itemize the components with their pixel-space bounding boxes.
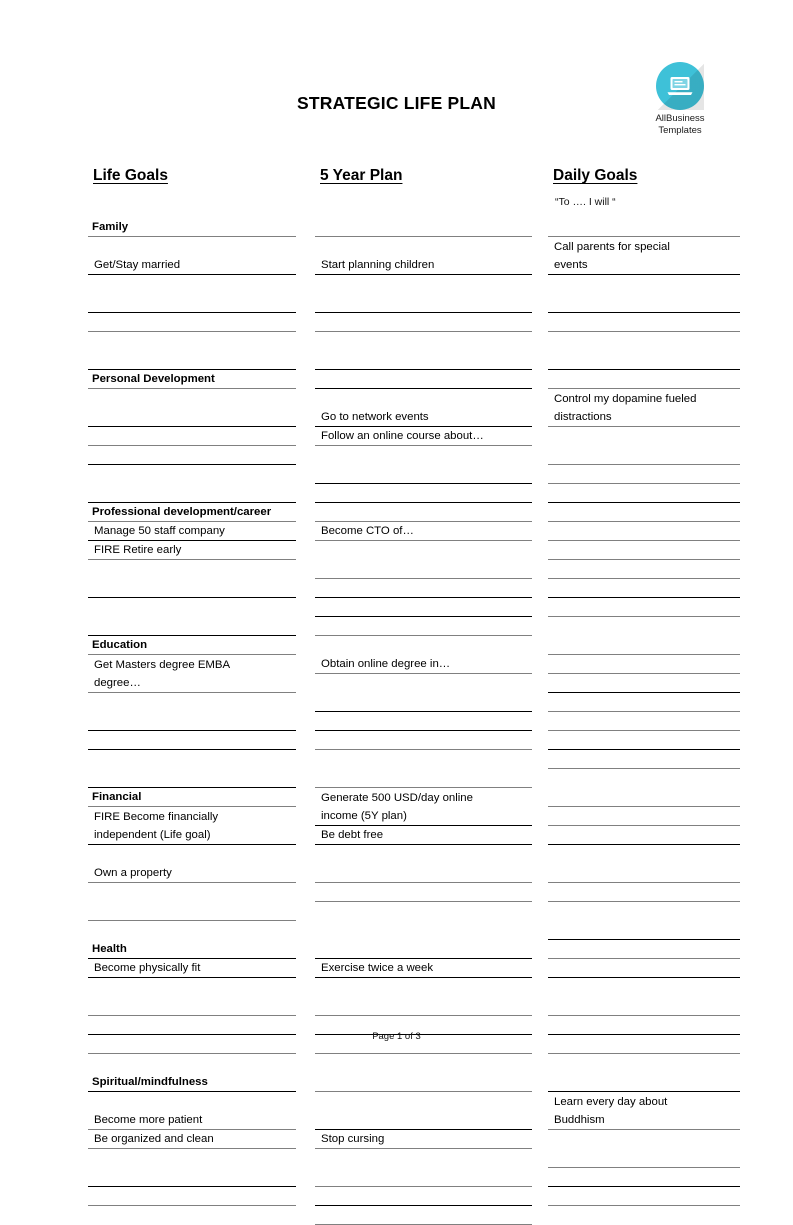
entry-text: Go to network events — [321, 411, 429, 423]
entry-row[interactable] — [88, 427, 296, 446]
entry-row[interactable] — [315, 560, 532, 579]
entry-row[interactable] — [548, 769, 740, 788]
entry-row[interactable] — [315, 1168, 532, 1187]
entry-row[interactable] — [88, 674, 296, 693]
entry-row[interactable] — [315, 959, 532, 978]
entry-row[interactable] — [88, 332, 296, 351]
entry-row[interactable] — [88, 1168, 296, 1187]
entry-row[interactable] — [548, 807, 740, 826]
entry-text: independent (Life goal) — [94, 829, 211, 841]
entry-row[interactable] — [548, 750, 740, 769]
column-heading-life-goals: Life Goals — [93, 167, 168, 184]
entry-row[interactable] — [88, 750, 296, 769]
entry-row[interactable] — [88, 864, 296, 883]
entry-row[interactable] — [88, 294, 296, 313]
entry-row[interactable] — [548, 636, 740, 655]
entry-row[interactable] — [548, 826, 740, 845]
entry-row[interactable] — [315, 294, 532, 313]
category-label: Professional development/career — [92, 506, 272, 518]
entry-text: Follow an online course about… — [321, 430, 484, 442]
entry-row[interactable] — [315, 921, 532, 940]
entry-row[interactable] — [88, 693, 296, 712]
entry-row[interactable] — [548, 1130, 740, 1149]
entry-row[interactable] — [315, 731, 532, 750]
entry-row[interactable] — [315, 1073, 532, 1092]
entry-row[interactable] — [548, 237, 740, 256]
category-label: Spiritual/mindfulness — [92, 1076, 208, 1088]
entry-row[interactable] — [88, 1187, 296, 1206]
entry-row[interactable] — [88, 579, 296, 598]
entry-row[interactable] — [548, 446, 740, 465]
entry-row[interactable] — [315, 522, 532, 541]
entry-text: Call parents for special — [554, 241, 670, 253]
entry-row[interactable] — [88, 1111, 296, 1130]
entry-row[interactable] — [315, 845, 532, 864]
entry-text: FIRE Become financially — [94, 811, 219, 823]
entry-row[interactable] — [88, 617, 296, 636]
entry-text: income (5Y plan) — [321, 810, 407, 822]
entry-row[interactable] — [88, 921, 296, 940]
category-label: Personal Development — [92, 373, 215, 385]
entry-row[interactable] — [548, 598, 740, 617]
entry-row[interactable] — [548, 427, 740, 446]
entry-text: Become CTO of… — [321, 525, 414, 537]
entry-text: Be debt free — [321, 829, 384, 841]
entry-row[interactable] — [315, 883, 532, 902]
category-header-row — [88, 370, 296, 389]
entry-row[interactable] — [88, 465, 296, 484]
entry-row[interactable] — [548, 313, 740, 332]
entry-row[interactable] — [88, 959, 296, 978]
column-life-goals — [88, 218, 296, 1206]
entry-text: Exercise twice a week — [321, 962, 434, 974]
entry-text: Get Masters degree EMBA — [94, 659, 231, 671]
entry-row[interactable] — [315, 1206, 532, 1225]
entry-text: Stop cursing — [321, 1133, 385, 1145]
entry-row[interactable] — [315, 598, 532, 617]
entry-row[interactable] — [315, 1130, 532, 1149]
brand-name-line2: Templates — [658, 124, 702, 136]
entry-row[interactable] — [548, 389, 740, 408]
entry-row[interactable] — [315, 807, 532, 826]
brand-logo — [648, 62, 712, 136]
entry-row[interactable] — [315, 256, 532, 275]
entry-row[interactable] — [88, 522, 296, 541]
entry-row[interactable] — [315, 313, 532, 332]
entry-text: distractions — [554, 411, 612, 423]
category-label: Family — [92, 221, 129, 233]
category-header-row — [88, 218, 296, 237]
category-label: Financial — [92, 791, 142, 803]
entry-row[interactable] — [315, 503, 532, 522]
entry-row[interactable] — [88, 237, 296, 256]
entry-row[interactable] — [548, 1111, 740, 1130]
entry-row[interactable] — [315, 826, 532, 845]
category-header-row — [88, 1073, 296, 1092]
entry-row[interactable] — [315, 446, 532, 465]
entry-row[interactable] — [548, 617, 740, 636]
entry-row[interactable] — [88, 978, 296, 997]
entry-row[interactable] — [315, 1092, 532, 1111]
entry-row[interactable] — [88, 1092, 296, 1111]
entry-row[interactable] — [315, 940, 532, 959]
entry-row[interactable] — [88, 883, 296, 902]
entry-row[interactable] — [88, 712, 296, 731]
entry-row[interactable] — [548, 655, 740, 674]
entry-row[interactable] — [548, 1054, 740, 1073]
entry-row[interactable] — [548, 864, 740, 883]
category-header-row — [88, 788, 296, 807]
entry-text: Get/Stay married — [94, 259, 181, 271]
entry-row[interactable] — [548, 1168, 740, 1187]
entry-text: Generate 500 USD/day online — [321, 792, 473, 804]
entry-row[interactable] — [315, 636, 532, 655]
entry-text: Learn every day about — [554, 1096, 668, 1108]
entry-row[interactable] — [315, 579, 532, 598]
entry-row[interactable] — [315, 750, 532, 769]
entry-row[interactable] — [548, 997, 740, 1016]
entry-row[interactable] — [548, 845, 740, 864]
column-daily-goals — [548, 218, 740, 1206]
entry-row[interactable] — [548, 503, 740, 522]
entry-row[interactable] — [548, 921, 740, 940]
entry-row[interactable] — [88, 1130, 296, 1149]
entry-row[interactable] — [315, 693, 532, 712]
entry-row[interactable] — [548, 1073, 740, 1092]
entry-text: Become physically fit — [94, 962, 201, 974]
entry-row[interactable] — [88, 541, 296, 560]
entry-row[interactable] — [315, 1111, 532, 1130]
entry-row[interactable] — [548, 1187, 740, 1206]
entry-row[interactable] — [548, 674, 740, 693]
entry-row[interactable] — [548, 693, 740, 712]
entry-text: FIRE Retire early — [94, 544, 182, 556]
entry-row[interactable] — [548, 1092, 740, 1111]
laptop-icon — [656, 62, 704, 110]
entry-row[interactable] — [88, 1149, 296, 1168]
entry-row[interactable] — [548, 294, 740, 313]
entry-row[interactable] — [315, 674, 532, 693]
entry-row[interactable] — [88, 256, 296, 275]
entry-row[interactable] — [548, 522, 740, 541]
entry-row[interactable] — [548, 256, 740, 275]
entry-row[interactable] — [548, 978, 740, 997]
entry-row[interactable] — [315, 389, 532, 408]
entry-text: Control my dopamine fueled — [554, 393, 697, 405]
category-header-row — [88, 503, 296, 522]
brand-name-line1: AllBusiness — [655, 113, 705, 124]
entry-row[interactable] — [315, 978, 532, 997]
category-header-row — [88, 636, 296, 655]
entry-row[interactable] — [315, 237, 532, 256]
entry-row[interactable] — [88, 845, 296, 864]
entry-row[interactable] — [548, 560, 740, 579]
entry-row[interactable] — [548, 731, 740, 750]
entry-row[interactable] — [88, 484, 296, 503]
entry-row[interactable] — [88, 351, 296, 370]
entry-row[interactable] — [548, 883, 740, 902]
entry-row[interactable] — [315, 465, 532, 484]
entry-row[interactable] — [315, 769, 532, 788]
entry-row[interactable] — [548, 484, 740, 503]
entry-row[interactable] — [315, 864, 532, 883]
category-label: Health — [92, 943, 127, 955]
entry-row[interactable] — [88, 997, 296, 1016]
entry-row[interactable] — [315, 351, 532, 370]
entry-row[interactable] — [88, 769, 296, 788]
entry-row[interactable] — [315, 1149, 532, 1168]
entry-row[interactable] — [88, 826, 296, 845]
entry-row[interactable] — [88, 598, 296, 617]
entry-text: Start planning children — [321, 259, 435, 271]
daily-goals-subtitle: “To …. I will “ — [555, 196, 616, 208]
entry-text: Manage 50 staff company — [94, 525, 225, 537]
entry-text: events — [554, 259, 588, 271]
entry-row[interactable] — [88, 275, 296, 294]
entry-row[interactable] — [88, 807, 296, 826]
entry-row[interactable] — [315, 218, 532, 237]
column-heading-five-year-plan: 5 Year Plan — [320, 167, 403, 184]
page-title: STRATEGIC LIFE PLAN — [297, 93, 496, 113]
entry-row[interactable] — [548, 712, 740, 731]
category-label: Education — [92, 639, 148, 651]
entry-row[interactable] — [548, 465, 740, 484]
brand-name — [648, 113, 712, 136]
entry-row[interactable] — [88, 313, 296, 332]
entry-row[interactable] — [315, 541, 532, 560]
entry-row[interactable] — [88, 1054, 296, 1073]
entry-text: Obtain online degree in… — [321, 658, 451, 670]
category-header-row — [88, 940, 296, 959]
entry-row[interactable] — [315, 788, 532, 807]
entry-row[interactable] — [548, 275, 740, 294]
entry-row[interactable] — [315, 332, 532, 351]
entry-row[interactable] — [315, 997, 532, 1016]
entry-text: degree… — [94, 677, 141, 689]
entry-row[interactable] — [88, 655, 296, 674]
entry-row[interactable] — [548, 351, 740, 370]
entry-row[interactable] — [548, 902, 740, 921]
column-heading-daily-goals: Daily Goals — [553, 167, 638, 184]
entry-row[interactable] — [88, 389, 296, 408]
entry-row[interactable] — [315, 408, 532, 427]
entry-row[interactable] — [315, 1054, 532, 1073]
entry-row[interactable] — [548, 1149, 740, 1168]
entry-row[interactable] — [548, 579, 740, 598]
entry-row[interactable] — [315, 617, 532, 636]
entry-row[interactable] — [548, 940, 740, 959]
entry-row[interactable] — [315, 902, 532, 921]
entry-row[interactable] — [548, 408, 740, 427]
entry-row[interactable] — [315, 427, 532, 446]
entry-text: Be organized and clean — [94, 1133, 214, 1145]
entry-row[interactable] — [548, 370, 740, 389]
entry-row[interactable] — [548, 332, 740, 351]
entry-row[interactable] — [548, 218, 740, 237]
column-five-year-plan — [315, 218, 532, 1225]
entry-row[interactable] — [88, 902, 296, 921]
page-footer: Page 1 of 3 — [372, 1031, 421, 1042]
entry-row[interactable] — [315, 370, 532, 389]
entry-row[interactable] — [315, 275, 532, 294]
entry-row[interactable] — [548, 788, 740, 807]
entry-row[interactable] — [88, 560, 296, 579]
entry-row[interactable] — [548, 959, 740, 978]
entry-row[interactable] — [88, 731, 296, 750]
entry-text: Own a property — [94, 867, 172, 879]
entry-row[interactable] — [88, 446, 296, 465]
entry-text: Become more patient — [94, 1114, 203, 1126]
entry-row[interactable] — [548, 541, 740, 560]
entry-text: Buddhism — [554, 1114, 605, 1126]
entry-row[interactable] — [88, 408, 296, 427]
entry-row[interactable] — [315, 484, 532, 503]
entry-row[interactable] — [315, 655, 532, 674]
entry-row[interactable] — [315, 712, 532, 731]
entry-row[interactable] — [315, 1187, 532, 1206]
